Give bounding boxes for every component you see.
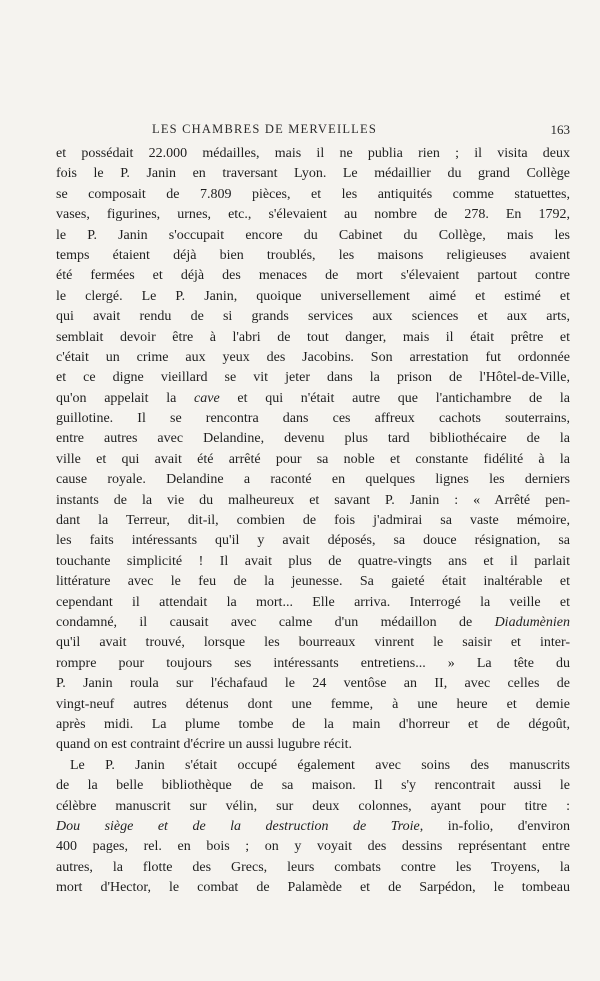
text-line: se composait de 7.809 pièces, et les antiquités comme statuettes, — [56, 186, 570, 202]
text-segment: et qui n'était autre que l'antichambre de la — [219, 390, 571, 406]
text-segment: , in-folio, d'environ — [419, 818, 571, 834]
text-segment: condamné, il causait avec calme d'un médaillon de — [56, 614, 473, 630]
text-line: mort d'Hector, le combat de Palamède et de Sarpédon, le tombeau — [56, 880, 570, 896]
text-line: le clergé. Le P. Janin, quoique universellement aimé et estimé et — [56, 288, 570, 304]
text-line-paragraph-start: Le P. Janin s'était occupé également avec soins des manuscrits — [70, 757, 570, 773]
text-line: les faits intéressants qu'il y avait déposés, sa douce résignation, sa — [56, 533, 570, 549]
text-line-diadumenien — [56, 613, 570, 633]
text-line-manuscript-title — [56, 817, 570, 837]
text-line: été fermées et déjà des menaces de mort s'élevaient partout contre — [56, 268, 570, 284]
text-line-paragraph-end: quand on est contraint d'écrire un aussi lugubre récit. — [56, 737, 353, 753]
text-line: vases, figurines, urnes, etc., s'élevaient au nombre de 278. En 1792, — [56, 207, 570, 223]
text-line: célèbre manuscrit sur vélin, sur deux colonnes, ayant pour titre : — [56, 798, 570, 814]
text-line: le P. Janin s'occupait encore du Cabinet du Collège, mais les — [56, 227, 570, 243]
text-line: 400 pages, rel. en bois ; on y voyait des dessins représentant entre — [56, 839, 570, 855]
text-line: vingt-neuf autres détenus dont une femme, à une heure et demie — [56, 696, 570, 712]
text-line: après midi. La plume tombe de la main d'horreur et de dégoût, — [56, 716, 570, 732]
text-line: cause royale. Delandine a raconté en quelques lignes les derniers — [56, 472, 570, 488]
text-line: fois le P. Janin en traversant Lyon. Le médaillier du grand Collège — [56, 166, 570, 182]
text-line: qui avait rendu de si grands services aux sciences et aux arts, — [56, 309, 570, 325]
text-line: dant la Terreur, dit-il, combien de fois j'admirai sa vaste mémoire, — [56, 513, 570, 529]
text-segment: qu'on appelait la — [56, 390, 177, 406]
text-line: temps étaient déjà bien troublés, les maisons religieuses avaient — [56, 247, 570, 263]
running-title: LES CHAMBRES DE MERVEILLES — [152, 122, 377, 136]
text-line: semblait devoir être à l'abri de tout danger, mais il était prêtre et — [56, 329, 570, 345]
text-line: qu'il avait trouvé, lorsque les bourreaux vinrent le saisir et inter- — [56, 635, 570, 651]
body-text — [56, 144, 570, 898]
text-line: autres, la flotte des Grecs, leurs combats contre les Troyens, la — [56, 859, 570, 875]
italic-word-diadumenien: Diadumènien — [494, 614, 570, 630]
running-header — [56, 122, 570, 140]
page-number: 163 — [550, 122, 570, 137]
text-line-cave — [56, 389, 570, 409]
text-line: littérature avec le feu de la jeunesse. Sa gaieté était inaltérable et — [56, 574, 570, 590]
text-line: et ce digne vieillard se vit jeter dans la prison de l'Hôtel-de-Ville, — [56, 370, 570, 386]
text-line: entre autres avec Delandine, devenu plus tard bibliothécaire de la — [56, 431, 570, 447]
text-line: c'était un crime aux yeux des Jacobins. Son arrestation fut ordonnée — [56, 349, 570, 365]
text-line: touchante simplicité ! Il avait plus de quatre-vingts ans et il parlait — [56, 553, 570, 569]
text-line: de la belle bibliothèque de sa maison. Il s'y rencontrait aussi le — [56, 778, 570, 794]
italic-manuscript-title: Dou siège et de la destruction de Troie — [56, 818, 420, 834]
text-line: cependant il attendait la mort... Elle arriva. Interrogé la veille et — [56, 594, 570, 610]
text-line: guillotine. Il se rencontra dans ces affreux cachots souterrains, — [56, 411, 570, 427]
text-line: ville et qui avait été arrêté pour sa noble et constante fidélité à la — [56, 451, 570, 467]
italic-word-cave: cave — [194, 390, 220, 406]
text-line: rompre pour toujours ses intéressants entretiens... » La tête du — [56, 655, 570, 671]
text-line: P. Janin roula sur l'échafaud le 24 ventôse an II, avec celles de — [56, 676, 570, 692]
text-line: instants de la vie du malheureux et savant P. Janin : « Arrêté pen- — [56, 492, 570, 508]
text-line: et possédait 22.000 médailles, mais il ne publia rien ; il visita deux — [56, 146, 570, 161]
